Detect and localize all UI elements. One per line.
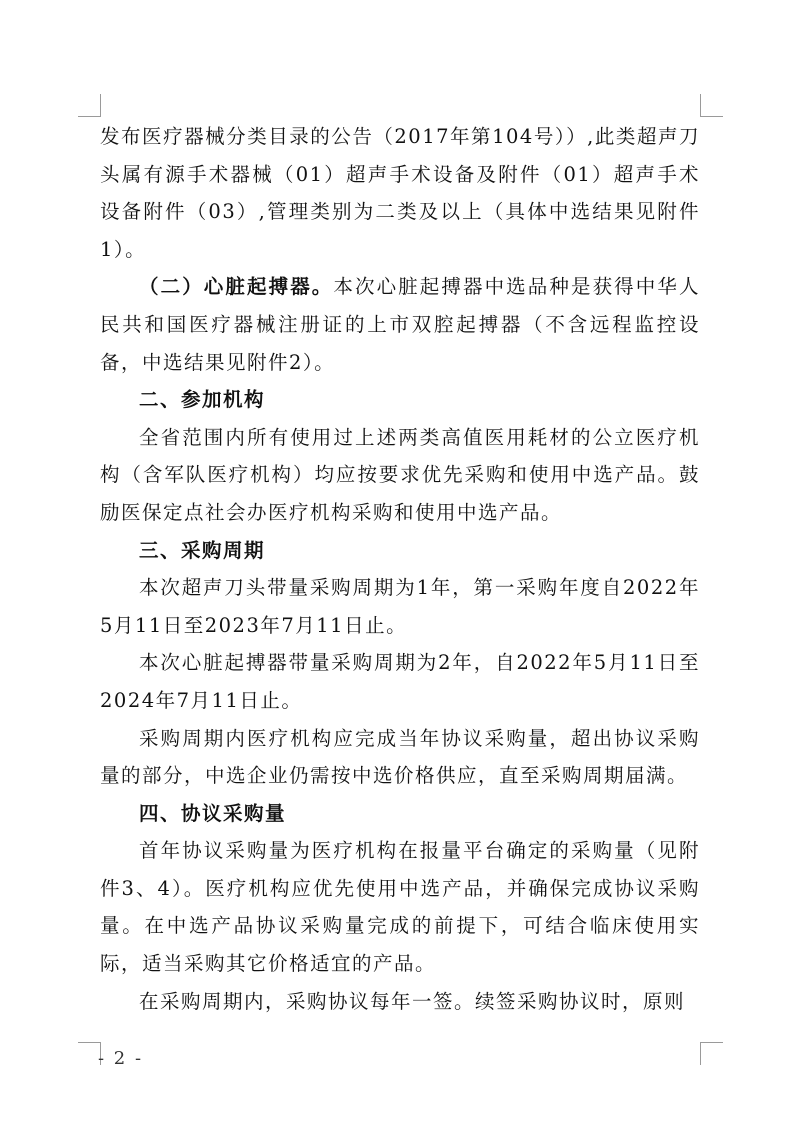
- paragraph-renewal: 在采购周期内，采购协议每年一签。续签采购协议时，原则: [139, 989, 686, 1013]
- paragraph-period-ultrasonic: 本次超声刀头带量采购周期为1年，第一采购年度自2022年5月11日至2023年7月11日止。: [100, 576, 700, 637]
- section-heading-volume: 四、协议采购量: [139, 801, 287, 825]
- paragraph-pacemaker-text: 本次心脏起搏器中选品种是获得中华人民共和国医疗器械注册证的上市双腔起搏器（不含远程监控设备，中选结果见附件2）。: [100, 275, 700, 374]
- section-heading-participants: 二、参加机构: [139, 388, 266, 412]
- paragraph-volume: 首年协议采购量为医疗机构在报量平台确定的采购量（见附件3、4）。医疗机构应优先使用中选产品，并确保完成协议采购量。在中选产品协议采购量完成的前提下，可结合临床使用实际，适当采购其它价格适宜的产品。: [100, 839, 700, 976]
- top-left-crop-mark: [78, 94, 101, 117]
- document-body: [100, 118, 700, 1020]
- paragraph-period-obligation: 采购周期内医疗机构应完成当年协议采购量，超出协议采购量的部分，中选企业仍需按中选价格供应，直至采购周期届满。: [100, 726, 700, 788]
- paragraph-pacemaker: [100, 268, 700, 381]
- page-number: - 2 -: [98, 1048, 144, 1069]
- paragraph-period-pacemaker: 本次心脏起搏器带量采购周期为2年，自2022年5月11日至2024年7月11日止。: [100, 651, 700, 712]
- subheading-pacemaker: （二）心脏起搏器。: [139, 275, 334, 299]
- bottom-right-crop-mark: [700, 1042, 723, 1065]
- top-right-crop-mark: [700, 94, 723, 117]
- paragraph-participants: 全省范围内所有使用过上述两类高值医用耗材的公立医疗机构（含军队医疗机构）均应按要求优先采购和使用中选产品。鼓励医保定点社会办医疗机构采购和使用中选产品。: [100, 425, 700, 524]
- paragraph-continuation: 发布医疗器械分类目录的公告（2017年第104号））,此类超声刀头属有源手术器械（01）超声手术设备及附件（01）超声手术设备附件（03）,管理类别为二类及以上（具体中选结果见附件1）。: [100, 125, 700, 261]
- section-heading-period: 三、采购周期: [139, 538, 266, 562]
